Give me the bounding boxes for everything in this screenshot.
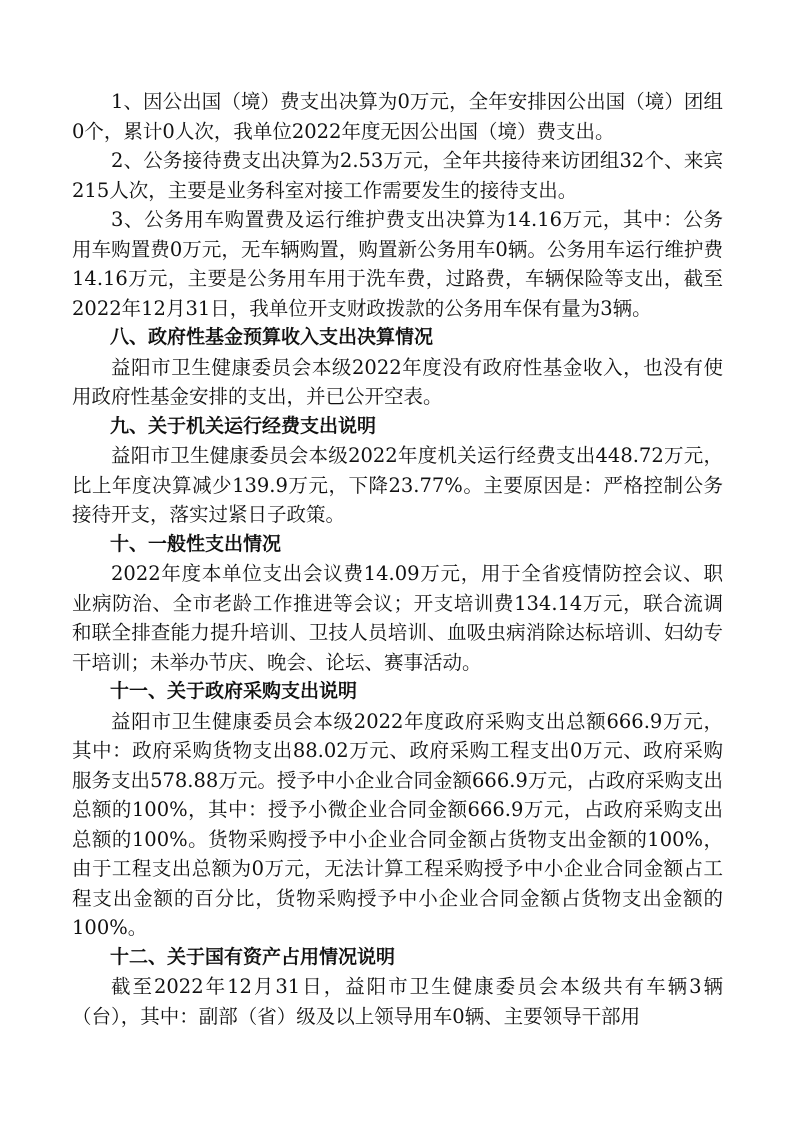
paragraph-reception-expense: 2、公务接待费支出决算为2.53万元，全年共接待来访团组32个、来宾215人次，主要是业务科室对接工作需要发生的接待支出。 [72,149,723,202]
paragraph-state-assets: 截至2022年12月31日，益阳市卫生健康委员会本级共有车辆3辆（台），其中：副部（省）级及以上领导用车0辆、主要领导干部用 [72,975,723,1028]
section-heading-operating-expense: 九、关于机关运行经费支出说明 [110,414,377,437]
section-heading-state-assets: 十二、关于国有资产占用情况说明 [110,945,396,968]
paragraph-overseas-travel: 1、因公出国（境）费支出决算为0万元，全年安排因公出国（境）团组0个，累计0人次，我单位2022年度无因公出国（境）费支出。 [72,90,723,143]
section-heading-fund-budget: 八、政府性基金预算收入支出决算情况 [110,326,434,348]
paragraph-procurement: 益阳市卫生健康委员会本级2022年度政府采购支出总额666.9万元，其中：政府采购货物支出88.02万元、政府采购工程支出0万元、政府采购服务支出578.88万元。授予中小企业合同金额666.9万元，占政府采购支出总额的100%，其中：授予小微企业合同金额666.9万元，占政府采购支出总额的100%。货物采购授予中小企业合同金额占货物支出金额的100%，由于工程支出总额为0万元，无法计算工程采购授予中小企业合同金额占工程支出金额的百分比，货物采购授予中小企业合同金额占货物支出金额的100%。 [72,709,723,939]
paragraph-fund-budget: 益阳市卫生健康委员会本级2022年度没有政府性基金收入，也没有使用政府性基金安排的支出，并已公开空表。 [72,355,723,408]
section-heading-general-expense: 十、一般性支出情况 [110,532,282,555]
section-heading-procurement: 十一、关于政府采购支出说明 [110,680,358,702]
paragraph-operating-expense: 益阳市卫生健康委员会本级2022年度机关运行经费支出448.72万元，比上年度决算减少139.9万元，下降23.77%。主要原因是：严格控制公务接待开支，落实过紧日子政策。 [72,444,723,526]
paragraph-general-expense: 2022年度本单位支出会议费14.09万元，用于全省疫情防控会议、职业病防治、全市老龄工作推进等会议；开支培训费134.14万元，联合流调和联全排查能力提升培训、卫技人员培训、血吸虫病消除达标培训、妇幼专干培训；未举办节庆、晚会、论坛、赛事活动。 [72,562,723,674]
paragraph-vehicle-expense: 3、公务用车购置费及运行维护费支出决算为14.16万元，其中：公务用车购置费0万元，无车辆购置，购置新公务用车0辆。公务用车运行维护费14.16万元，主要是公务用车用于洗车费，过路费，车辆保险等支出，截至2022年12月31日，我单位开支财政拨款的公务用车保有量为3辆。 [72,208,723,320]
document-page [72,87,723,1031]
